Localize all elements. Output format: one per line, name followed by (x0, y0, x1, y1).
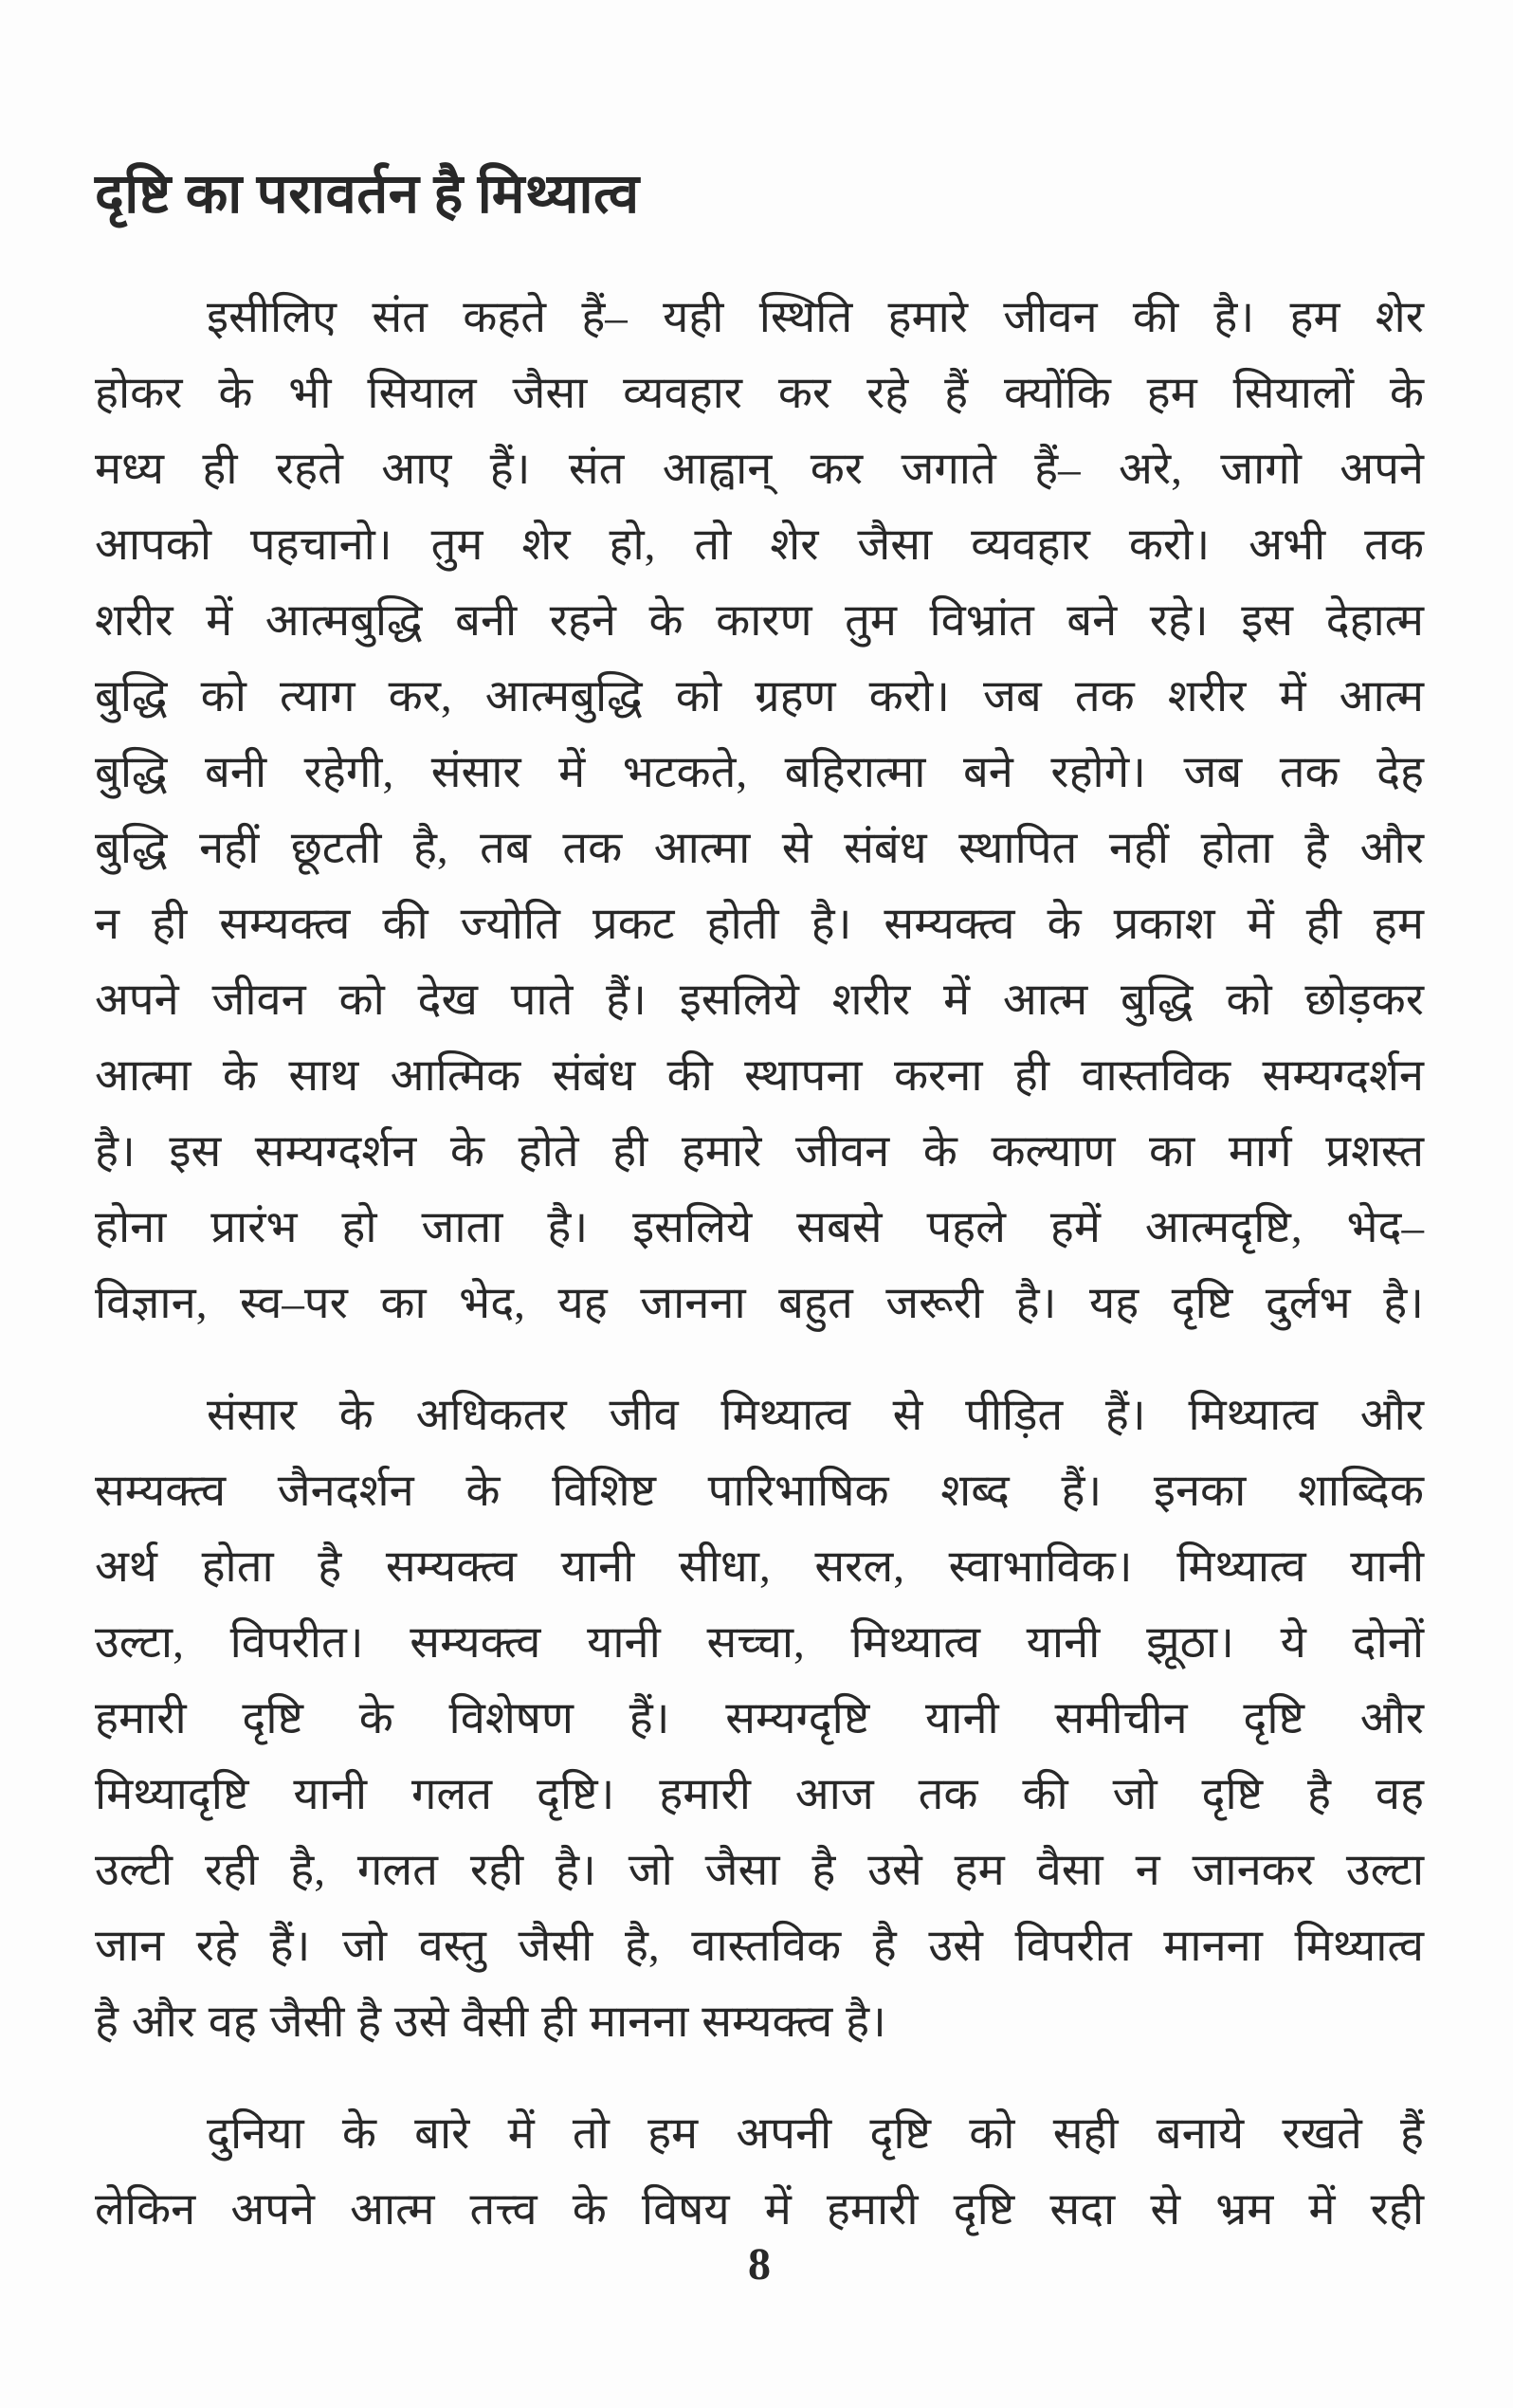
text-line: शरीर में आत्मबुद्धि बनी रहने के कारण तुम विभ्रांत बने रहे। इस देहात्म (95, 596, 1424, 646)
text-line: लेकिन अपने आत्म तत्त्व के विषय में हमारी दृष्टि सदा से भ्रम में रही (95, 2185, 1424, 2235)
paragraph-1 (95, 280, 1424, 1341)
text-line: जान रहे हैं। जो वस्तु जैसी है, वास्तविक है उसे विपरीत मानना मिथ्यात्व (95, 1922, 1424, 1971)
text-line: अपने जीवन को देख पाते हैं। इसलिये शरीर में आत्म बुद्धि को छोड़कर (95, 976, 1424, 1025)
paragraph-3 (95, 2096, 1424, 2248)
paragraph-2 (95, 1377, 1424, 2060)
text-line: विज्ञान, स्व–पर का भेद, यह जानना बहुत जरूरी है। यह दृष्टि दुर्लभ है। (95, 1279, 1424, 1328)
text-line: बुद्धि नहीं छूटती है, तब तक आत्मा से संबंध स्थापित नहीं होता है और (95, 824, 1424, 873)
text-line: है। इस सम्यग्दर्शन के होते ही हमारे जीवन के कल्याण का मार्ग प्रशस्त (95, 1127, 1424, 1177)
page-title: दृष्टि का परावर्तन है मिथ्यात्व (95, 163, 640, 225)
text-line: होना प्रारंभ हो जाता है। इसलिये सबसे पहले हमें आत्मदृष्टि, भेद– (95, 1203, 1424, 1252)
text-line: उल्टी रही है, गलत रही है। जो जैसा है उसे हम वैसा न जानकर उल्टा (95, 1846, 1424, 1895)
text-line: उल्टा, विपरीत। सम्यक्त्व यानी सच्चा, मिथ्यात्व यानी झूठा। ये दोनों (95, 1618, 1424, 1668)
text-line: सम्यक्त्व जैनदर्शन के विशिष्ट पारिभाषिक शब्द हैं। इनका शाब्दिक (95, 1467, 1424, 1516)
text-line: इसीलिए संत कहते हैं– यही स्थिति हमारे जीवन की है। हम शेर (207, 293, 1424, 342)
text-line: मिथ्यादृष्टि यानी गलत दृष्टि। हमारी आज तक की जो दृष्टि है वह (95, 1770, 1424, 1819)
text-line: आपको पहचानो। तुम शेर हो, तो शेर जैसा व्यवहार करो। अभी तक (95, 520, 1424, 570)
text-line: अर्थ होता है सम्यक्त्व यानी सीधा, सरल, स्वाभाविक। मिथ्यात्व यानी (95, 1542, 1424, 1592)
text-line: आत्मा के साथ आत्मिक संबंध की स्थापना करना ही वास्तविक सम्यग्दर्शन (95, 1051, 1424, 1101)
text-line: होकर के भी सियाल जैसा व्यवहार कर रहे हैं क्योंकि हम सियालों के (95, 369, 1424, 418)
page-number: 8 (748, 2239, 771, 2289)
text-line: बुद्धि को त्याग कर, आत्मबुद्धि को ग्रहण करो। जब तक शरीर में आत्म (95, 672, 1424, 721)
text-line: है और वह जैसी है उसे वैसी ही मानना सम्यक्त्व है। (95, 1998, 886, 2047)
text-line: न ही सम्यक्त्व की ज्योति प्रकट होती है। सम्यक्त्व के प्रकाश में ही हम (95, 900, 1424, 949)
text-line: हमारी दृष्टि के विशेषण हैं। सम्यग्दृष्टि यानी समीचीन दृष्टि और (95, 1694, 1424, 1743)
text-line: दुनिया के बारे में तो हम अपनी दृष्टि को सही बनाये रखते हैं (207, 2109, 1424, 2159)
text-line: मध्य ही रहते आए हैं। संत आह्वान् कर जगाते हैं– अरे, जागो अपने (95, 445, 1424, 494)
text-line: बुद्धि बनी रहेगी, संसार में भटकते, बहिरात्मा बने रहोगे। जब तक देह (95, 748, 1424, 797)
body-text (95, 280, 1424, 2248)
text-line: संसार के अधिकतर जीव मिथ्यात्व से पीड़ित हैं। मिथ्यात्व और (207, 1391, 1424, 1440)
